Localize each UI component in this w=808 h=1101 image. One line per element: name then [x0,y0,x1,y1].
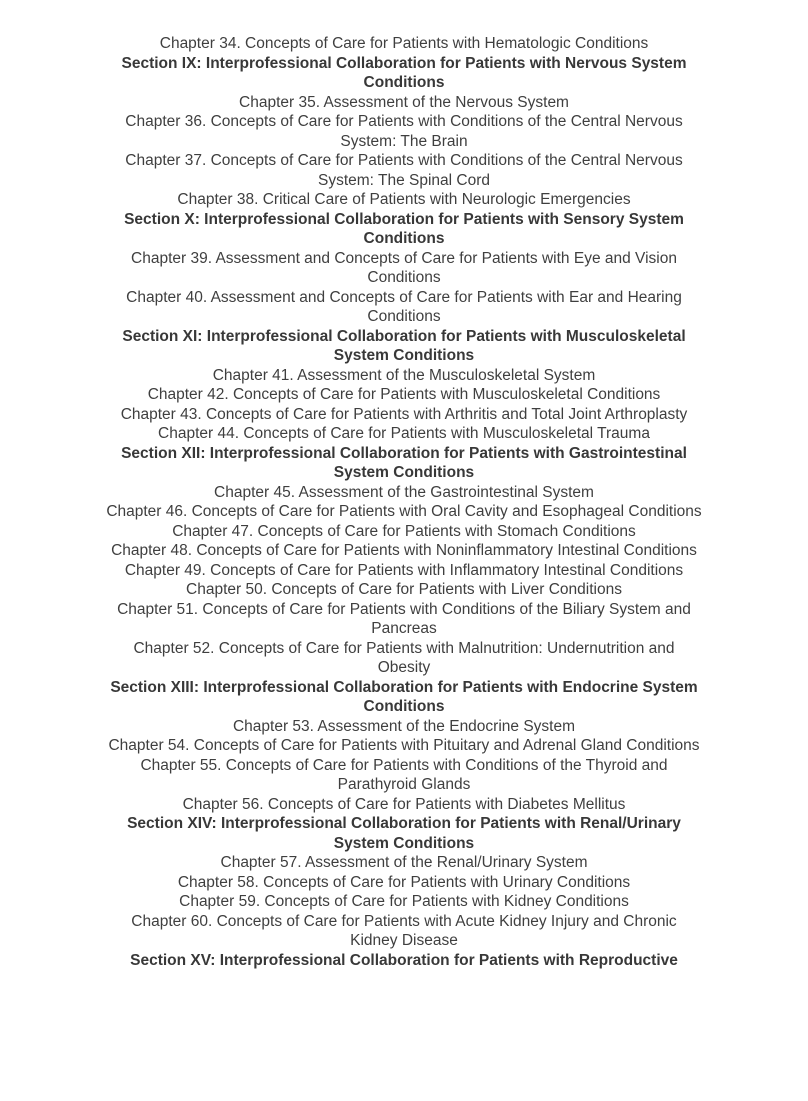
toc-chapter-entry [0,34,808,54]
toc-chapter-entry [0,541,808,561]
toc-line: Obesity [377,659,431,676]
toc-chapter-entry [0,385,808,405]
toc-line: Chapter 54. Concepts of Care for Patients with Pituitary and Adrenal Gland Conditions [108,737,700,754]
toc-line: System: The Brain [340,132,468,150]
toc-section-heading [0,54,808,93]
toc-line: Conditions [367,308,441,325]
toc-chapter-entry [0,561,808,581]
toc-section-heading [0,327,808,366]
toc-line: Conditions [363,74,445,91]
toc-line: Chapter 58. Concepts of Care for Patients with Urinary Conditions [177,873,631,891]
toc-line: Chapter 37. Concepts of Care for Patients with Conditions of the Central Nervous [125,152,683,169]
toc-line: Section XII: Interprofessional Collaboration for Patients with Gastrointestinal [121,444,687,462]
toc-section-heading [0,814,808,853]
toc-chapter-entry [0,424,808,444]
toc-line: Chapter 48. Concepts of Care for Patients with Noninflammatory Intestinal Conditions [111,542,697,559]
toc-chapter-entry [0,288,808,327]
toc-line: Chapter 52. Concepts of Care for Patients with Malnutrition: Undernutrition and [133,639,675,657]
toc-line: Chapter 47. Concepts of Care for Patients with Stomach Conditions [172,522,636,540]
toc-line: System Conditions [333,834,475,852]
toc-chapter-entry [0,580,808,600]
toc-chapter-entry [0,151,808,190]
toc-chapter-entry [0,600,808,639]
toc-line: Section XIV: Interprofessional Collaboration for Patients with Renal/Urinary [127,815,681,832]
toc-chapter-entry [0,502,808,522]
toc-chapter-entry [0,892,808,912]
toc-line: Chapter 43. Concepts of Care for Patients with Arthritis and Total Joint Arthroplasty [120,405,688,423]
toc-line: System Conditions [333,347,475,364]
toc-section-heading [0,951,808,971]
toc-line: Section XV: Interprofessional Collaboration for Patients with Reproductive [130,951,678,969]
toc-line: Parathyroid Glands [337,776,471,793]
toc-line: Chapter 59. Concepts of Care for Patients with Kidney Conditions [179,893,629,910]
toc-line: Chapter 39. Assessment and Concepts of Care for Patients with Eye and Vision [131,249,677,267]
toc-line: Chapter 42. Concepts of Care for Patients with Musculoskeletal Conditions [147,386,661,403]
toc-chapter-entry [0,639,808,678]
toc-line: Chapter 55. Concepts of Care for Patients with Conditions of the Thyroid and [140,756,668,774]
toc-section-heading [0,444,808,483]
toc-line: Chapter 49. Concepts of Care for Patients with Inflammatory Intestinal Conditions [124,561,684,579]
toc-chapter-entry [0,366,808,386]
toc-chapter-entry [0,93,808,113]
toc-chapter-entry [0,522,808,542]
toc-chapter-entry [0,873,808,893]
toc-chapter-entry [0,717,808,737]
toc-line: Chapter 45. Assessment of the Gastrointestinal System [214,483,594,501]
toc-chapter-entry [0,405,808,425]
toc-line: Chapter 35. Assessment of the Nervous System [239,93,569,111]
toc-line: Chapter 46. Concepts of Care for Patients with Oral Cavity and Esophageal Conditions [106,503,702,520]
toc-chapter-entry [0,853,808,873]
toc-line: Chapter 34. Concepts of Care for Patients with Hematologic Conditions [159,35,649,52]
toc-section-heading [0,210,808,249]
toc-line: Section XIII: Interprofessional Collaboration for Patients with Endocrine System [110,678,698,696]
toc-line: Section X: Interprofessional Collaboration for Patients with Sensory System [124,210,684,228]
toc-line: Chapter 57. Assessment of the Renal/Urinary System [220,854,588,871]
toc-line: System Conditions [333,464,475,481]
toc-line: System: The Spinal Cord [317,171,490,189]
toc-line: Conditions [363,230,445,247]
toc-line: Chapter 56. Concepts of Care for Patients with Diabetes Mellitus [182,795,626,813]
toc-line: Chapter 40. Assessment and Concepts of Care for Patients with Ear and Hearing [126,288,682,306]
toc-chapter-entry [0,483,808,503]
toc-chapter-entry [0,912,808,951]
toc-chapter-entry [0,112,808,151]
toc-line: Chapter 50. Concepts of Care for Patients with Liver Conditions [186,581,622,598]
toc-line: Kidney Disease [350,932,458,949]
toc-line: Conditions [367,269,441,286]
toc-chapter-entry [0,190,808,210]
table-of-contents [0,34,808,970]
toc-line: Chapter 38. Critical Care of Patients with Neurologic Emergencies [177,191,631,208]
toc-chapter-entry [0,756,808,795]
toc-line: Section XI: Interprofessional Collaboration for Patients with Musculoskeletal [122,327,686,345]
toc-line: Pancreas [371,620,437,637]
toc-line: Chapter 41. Assessment of the Musculoskeletal System [212,366,596,384]
toc-chapter-entry [0,249,808,288]
toc-line: Chapter 51. Concepts of Care for Patients with Conditions of the Biliary System and [117,600,691,618]
toc-line: Chapter 60. Concepts of Care for Patients with Acute Kidney Injury and Chronic [131,912,677,930]
toc-line: Chapter 36. Concepts of Care for Patients with Conditions of the Central Nervous [125,113,683,130]
toc-chapter-entry [0,795,808,815]
toc-line: Conditions [363,698,445,715]
toc-section-heading [0,678,808,717]
toc-line: Section IX: Interprofessional Collaboration for Patients with Nervous System [121,54,687,72]
toc-line: Chapter 53. Assessment of the Endocrine System [232,717,576,735]
toc-line: Chapter 44. Concepts of Care for Patients with Musculoskeletal Trauma [158,425,650,442]
toc-chapter-entry [0,736,808,756]
